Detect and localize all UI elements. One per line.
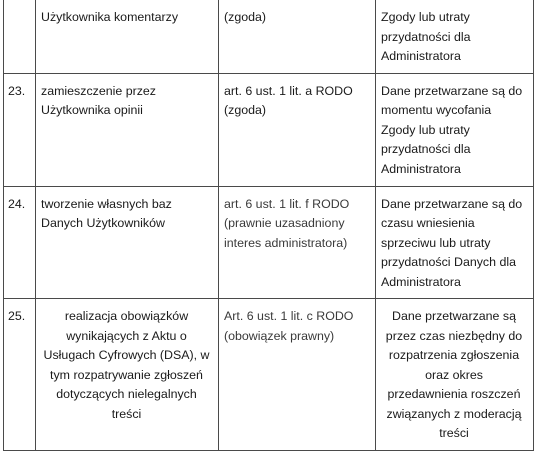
row-number: 24. bbox=[4, 186, 36, 299]
purpose-cell: realizacja obowiązków wynikających z Aktu o Usługach Cyfrowych (DSA), w tym rozpatrywanie zgłoszeń dotyczących nielegalnych treści bbox=[36, 299, 219, 451]
retention-cell: Dane przetwarzane są przez czas niezbędny do rozpatrzenia zgłoszenia oraz okres przedawnienia roszczeń związanych z moderacją treści bbox=[376, 299, 534, 451]
table-row bbox=[4, 73, 534, 186]
table-row bbox=[4, 299, 534, 451]
row-number: 23. bbox=[4, 73, 36, 186]
row-number: 25. bbox=[4, 299, 36, 451]
row-number bbox=[4, 0, 36, 73]
table-row bbox=[4, 0, 534, 73]
legal-basis-cell: art. 6 ust. 1 lit. a RODO (zgoda) bbox=[219, 73, 376, 186]
retention-cell: Dane przetwarzane są do momentu wycofania Zgody lub utraty przydatności dla Administratora bbox=[376, 73, 534, 186]
retention-cell: Dane przetwarzane są do czasu wniesienia sprzeciwu lub utraty przydatności Danych dla Administratora bbox=[376, 186, 534, 299]
processing-purposes-table bbox=[3, 0, 534, 451]
legal-basis-cell: (zgoda) bbox=[219, 0, 376, 73]
purpose-cell: zamieszczenie przez Użytkownika opinii bbox=[36, 73, 219, 186]
purpose-cell: Użytkownika komentarzy bbox=[36, 0, 219, 73]
table-row bbox=[4, 186, 534, 299]
retention-cell: Zgody lub utraty przydatności dla Administratora bbox=[376, 0, 534, 73]
legal-basis-cell: Art. 6 ust. 1 lit. c RODO (obowiązek prawny) bbox=[219, 299, 376, 451]
legal-basis-cell: art. 6 ust. 1 lit. f RODO (prawnie uzasadniony interes administratora) bbox=[219, 186, 376, 299]
purpose-cell: tworzenie własnych baz Danych Użytkowników bbox=[36, 186, 219, 299]
